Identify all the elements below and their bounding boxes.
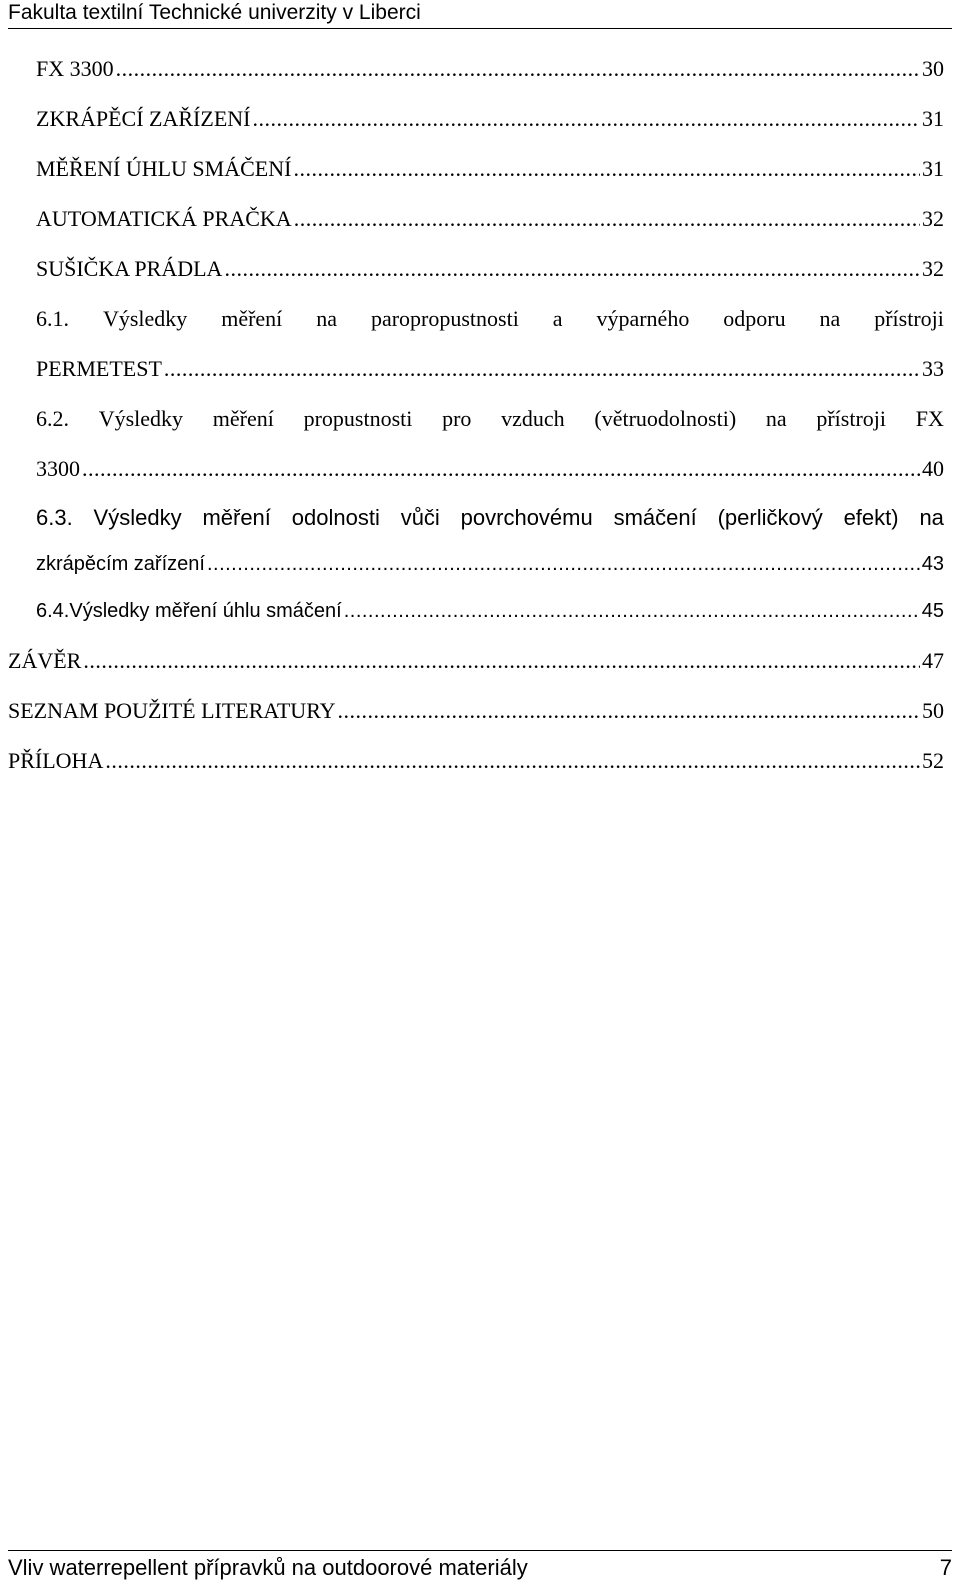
toc-leader-dots [344,586,920,636]
toc-item-fx3300[interactable] [8,44,944,94]
toc-item-label: SEZNAM POUŽITÉ LITERATURY [8,698,336,723]
toc-item-6-2[interactable] [8,394,944,494]
running-header [8,0,952,29]
toc-item-label: FX 3300 [36,56,114,81]
toc-item-number: 6.1. [36,306,69,331]
toc-item-page: 40 [922,456,944,481]
toc-word: výparného [596,306,690,331]
toc-word: měření [221,306,283,331]
toc-item-page: 32 [922,256,944,281]
page-number: 7 [939,1555,952,1580]
toc-item-first-line [36,294,944,344]
toc-item-label: PERMETEST [36,356,162,381]
toc-word: odporu [723,306,786,331]
toc-item-page: 31 [922,106,944,131]
toc-word: přístroji [874,306,944,331]
toc-item-second-line [36,542,944,586]
toc-item-page: 30 [922,56,944,81]
toc-word: na [316,306,337,331]
toc-item-label: ZÁVĚR [8,648,82,673]
toc-item-second-line [36,344,944,394]
toc-item-number: 6.4. [36,600,70,622]
toc-chapter-seznam-literatury[interactable] [8,686,944,736]
toc-item-second-line [36,444,944,494]
toc-item-automaticka-pracka[interactable] [8,194,944,244]
toc-leader-dots [294,194,920,244]
toc-item-susicka-pradla[interactable] [8,244,944,294]
toc-word: pro [442,406,472,431]
toc-item-label: zkrápěcím zařízení [36,553,205,575]
toc-word: efekt) [843,505,899,530]
toc-word: propustnosti [303,406,413,431]
footer-title: Vliv waterrepellent přípravků na outdoorové materiály [8,1555,528,1580]
toc-word: povrchovému [460,505,593,530]
toc-item-zkrapeci-zarizeni[interactable] [8,94,944,144]
toc-leader-dots [338,686,920,736]
toc-item-label: SUŠIČKA PRÁDLA [36,256,223,281]
toc-item-page: 43 [921,553,944,575]
toc-item-page: 33 [922,356,944,381]
toc-item-label: ZKRÁPĚCÍ ZAŘÍZENÍ [36,106,251,131]
toc-item-number: 6.3. [36,505,73,530]
toc-item-page: 45 [921,600,944,622]
toc-word: na [819,306,841,331]
toc-chapter-priloha[interactable] [8,736,944,786]
toc-word: měření [202,505,271,530]
toc-word: odolnosti [291,505,380,530]
toc-leader-dots [105,736,920,786]
toc-word: vůči [400,505,440,530]
toc-leader-dots [207,542,920,586]
running-footer [8,1550,952,1587]
toc-item-number: 6.2. [36,406,69,431]
toc-word: přístroji [816,406,887,431]
toc-item-6-1[interactable] [8,294,944,394]
toc-item-first-line [36,494,944,542]
toc-item-page: 52 [922,748,944,773]
toc-leader-dots [82,444,920,494]
table-of-contents [8,44,944,786]
toc-item-label: AUTOMATICKÁ PRAČKA [36,206,292,231]
toc-item-mereni-uhlu-smaceni[interactable] [8,144,944,194]
toc-leader-dots [164,344,920,394]
toc-item-first-line [36,394,944,444]
toc-word: Výsledky [98,406,184,431]
toc-word: měření [212,406,274,431]
toc-word: na [765,406,787,431]
toc-item-6-3[interactable] [8,494,944,586]
toc-word: Výsledky [93,505,182,530]
toc-item-page: 31 [922,156,944,181]
toc-word: Výsledky [102,306,188,331]
toc-item-page: 50 [922,698,944,723]
toc-leader-dots [224,244,920,294]
toc-item-label: MĚŘENÍ ÚHLU SMÁČENÍ [36,156,292,181]
toc-word: paropropustnosti [370,306,519,331]
toc-word: a [552,306,563,331]
toc-word: smáčení [613,505,697,530]
toc-word: na [919,505,944,530]
toc-leader-dots [293,144,920,194]
toc-chapter-zaver[interactable] [8,636,944,686]
toc-item-6-4[interactable] [8,586,944,636]
toc-leader-dots [116,44,920,94]
toc-leader-dots [83,636,920,686]
toc-leader-dots [252,94,920,144]
toc-word: (perličkový [717,505,823,530]
toc-word: FX [915,406,944,431]
toc-word: vzduch [501,406,565,431]
toc-item-label: Výsledky měření úhlu smáčení [69,600,342,622]
header-title: Fakulta textilní Technické univerzity v Liberci [8,1,421,24]
toc-item-label: 3300 [36,456,80,481]
toc-item-page: 32 [922,206,944,231]
toc-item-page: 47 [922,648,944,673]
toc-item-label: PŘÍLOHA [8,748,104,773]
toc-word: (větruodolnosti) [594,406,737,431]
